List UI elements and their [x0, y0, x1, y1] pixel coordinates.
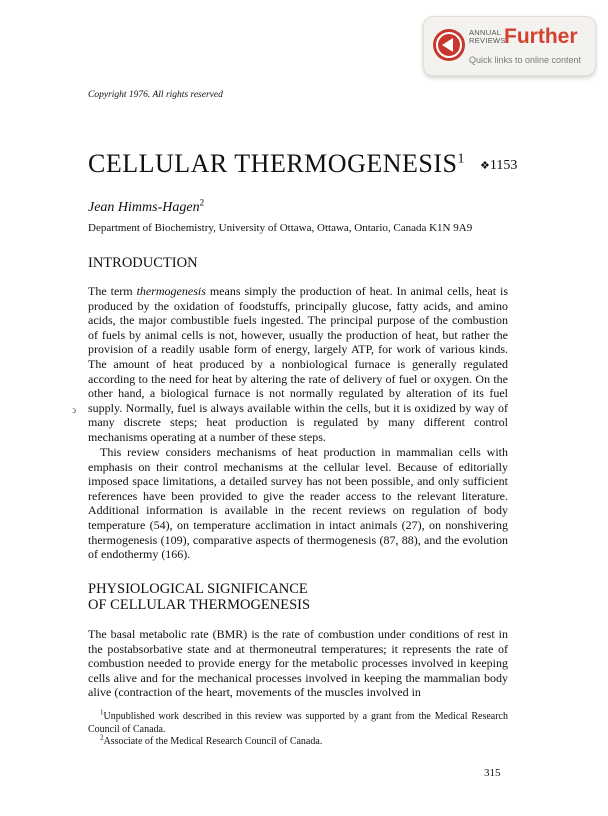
copyright-notice: Copyright 1976. All rights reserved: [88, 90, 223, 100]
article-ref-number: ❖1153: [480, 158, 518, 173]
further-logo-icon: [433, 29, 465, 61]
physiological-paragraph-1: The basal metabolic rate (BMR) is the rate of combustion under conditions of rest in the postabsorbative state and at thermoneutral temperatures; it represents the rate of combustion needed to provide energy for the metabolic processes involved in keeping cells alive and for the mechanical processes involved in keeping the mammalian body alive (contraction of the heart, movements of the muscles involved in: [88, 627, 508, 700]
intro-paragraph-1: The term thermogenesis means simply the production of heat. In animal cells, heat is produced by the oxidation of foodstuffs, principally glucose, fatty acids, and amino acids, the major combustible fuels ingested. The principal purpose of the combustion of fuels by animal cells is not, however, usually the production of heat, but rather the provision of a readily usable form of energy, largely ATP, for work of various kinds. The amount of heat produced by a nonbiological furnace is generally regulated according to the need for heat by altering the rate of delivery of fuel or oxygen. On the other hand, a biological furnace is not normally regulated by alteration of its fuel supply. Normally, fuel is always available within the cells, but it is oxidized by way of many discrete steps; heat production is regulated by many different control mechanisms operating at a number of these steps.: [88, 284, 508, 444]
section-heading-introduction: INTRODUCTION: [88, 255, 198, 271]
further-label: Further: [504, 25, 578, 48]
section-heading-physiological: PHYSIOLOGICAL SIGNIFICANCE OF CELLULAR THERMOGENESIS: [88, 581, 311, 613]
margin-annotation-mark: ↄ: [72, 405, 76, 415]
footnote-2: $^2$Associate of the Medical Research Council of Canada.: [100, 733, 323, 747]
author-name: Jean Himms-Hagen$^2$: [88, 197, 205, 215]
annual-reviews-wordmark: ANNUAL REVIEWS: [469, 28, 506, 45]
intro-paragraph-2: This review considers mechanisms of heat production in mammalian cells with emphasis on their control mechanisms at the cellular level. Because of editorially imposed space limitations, a detailed survey has not been possible, and only sufficient references have been provided to give the reader access to the relevant literature. Additional information is available in the recent reviews on regulation of body temperature (54), on temperature acclimation in intact animals (27), on nonshivering thermogenesis (109), comparative aspects of thermogenesis (87, 88), and the evolution of endothermy (166).: [88, 445, 508, 562]
author-footnote-marker[interactable]: 2: [199, 197, 205, 208]
title-footnote-marker[interactable]: 1: [457, 151, 465, 167]
article-title: CELLULAR THERMOGENESIS$^1$: [88, 149, 465, 178]
page-number: 315: [484, 767, 501, 779]
quick-links-link[interactable]: Quick links to online content: [469, 55, 582, 65]
author-affiliation: Department of Biochemistry, University of Ottawa, Ottawa, Ontario, Canada K1N 9A9: [88, 222, 473, 234]
footnote-1: $^1$Unpublished work described in this review was supported by a grant from the Medical Research Council of Canada.: [88, 708, 508, 735]
diamond-mark-icon: ❖: [480, 160, 490, 172]
annual-reviews-further-badge[interactable]: [423, 16, 596, 76]
